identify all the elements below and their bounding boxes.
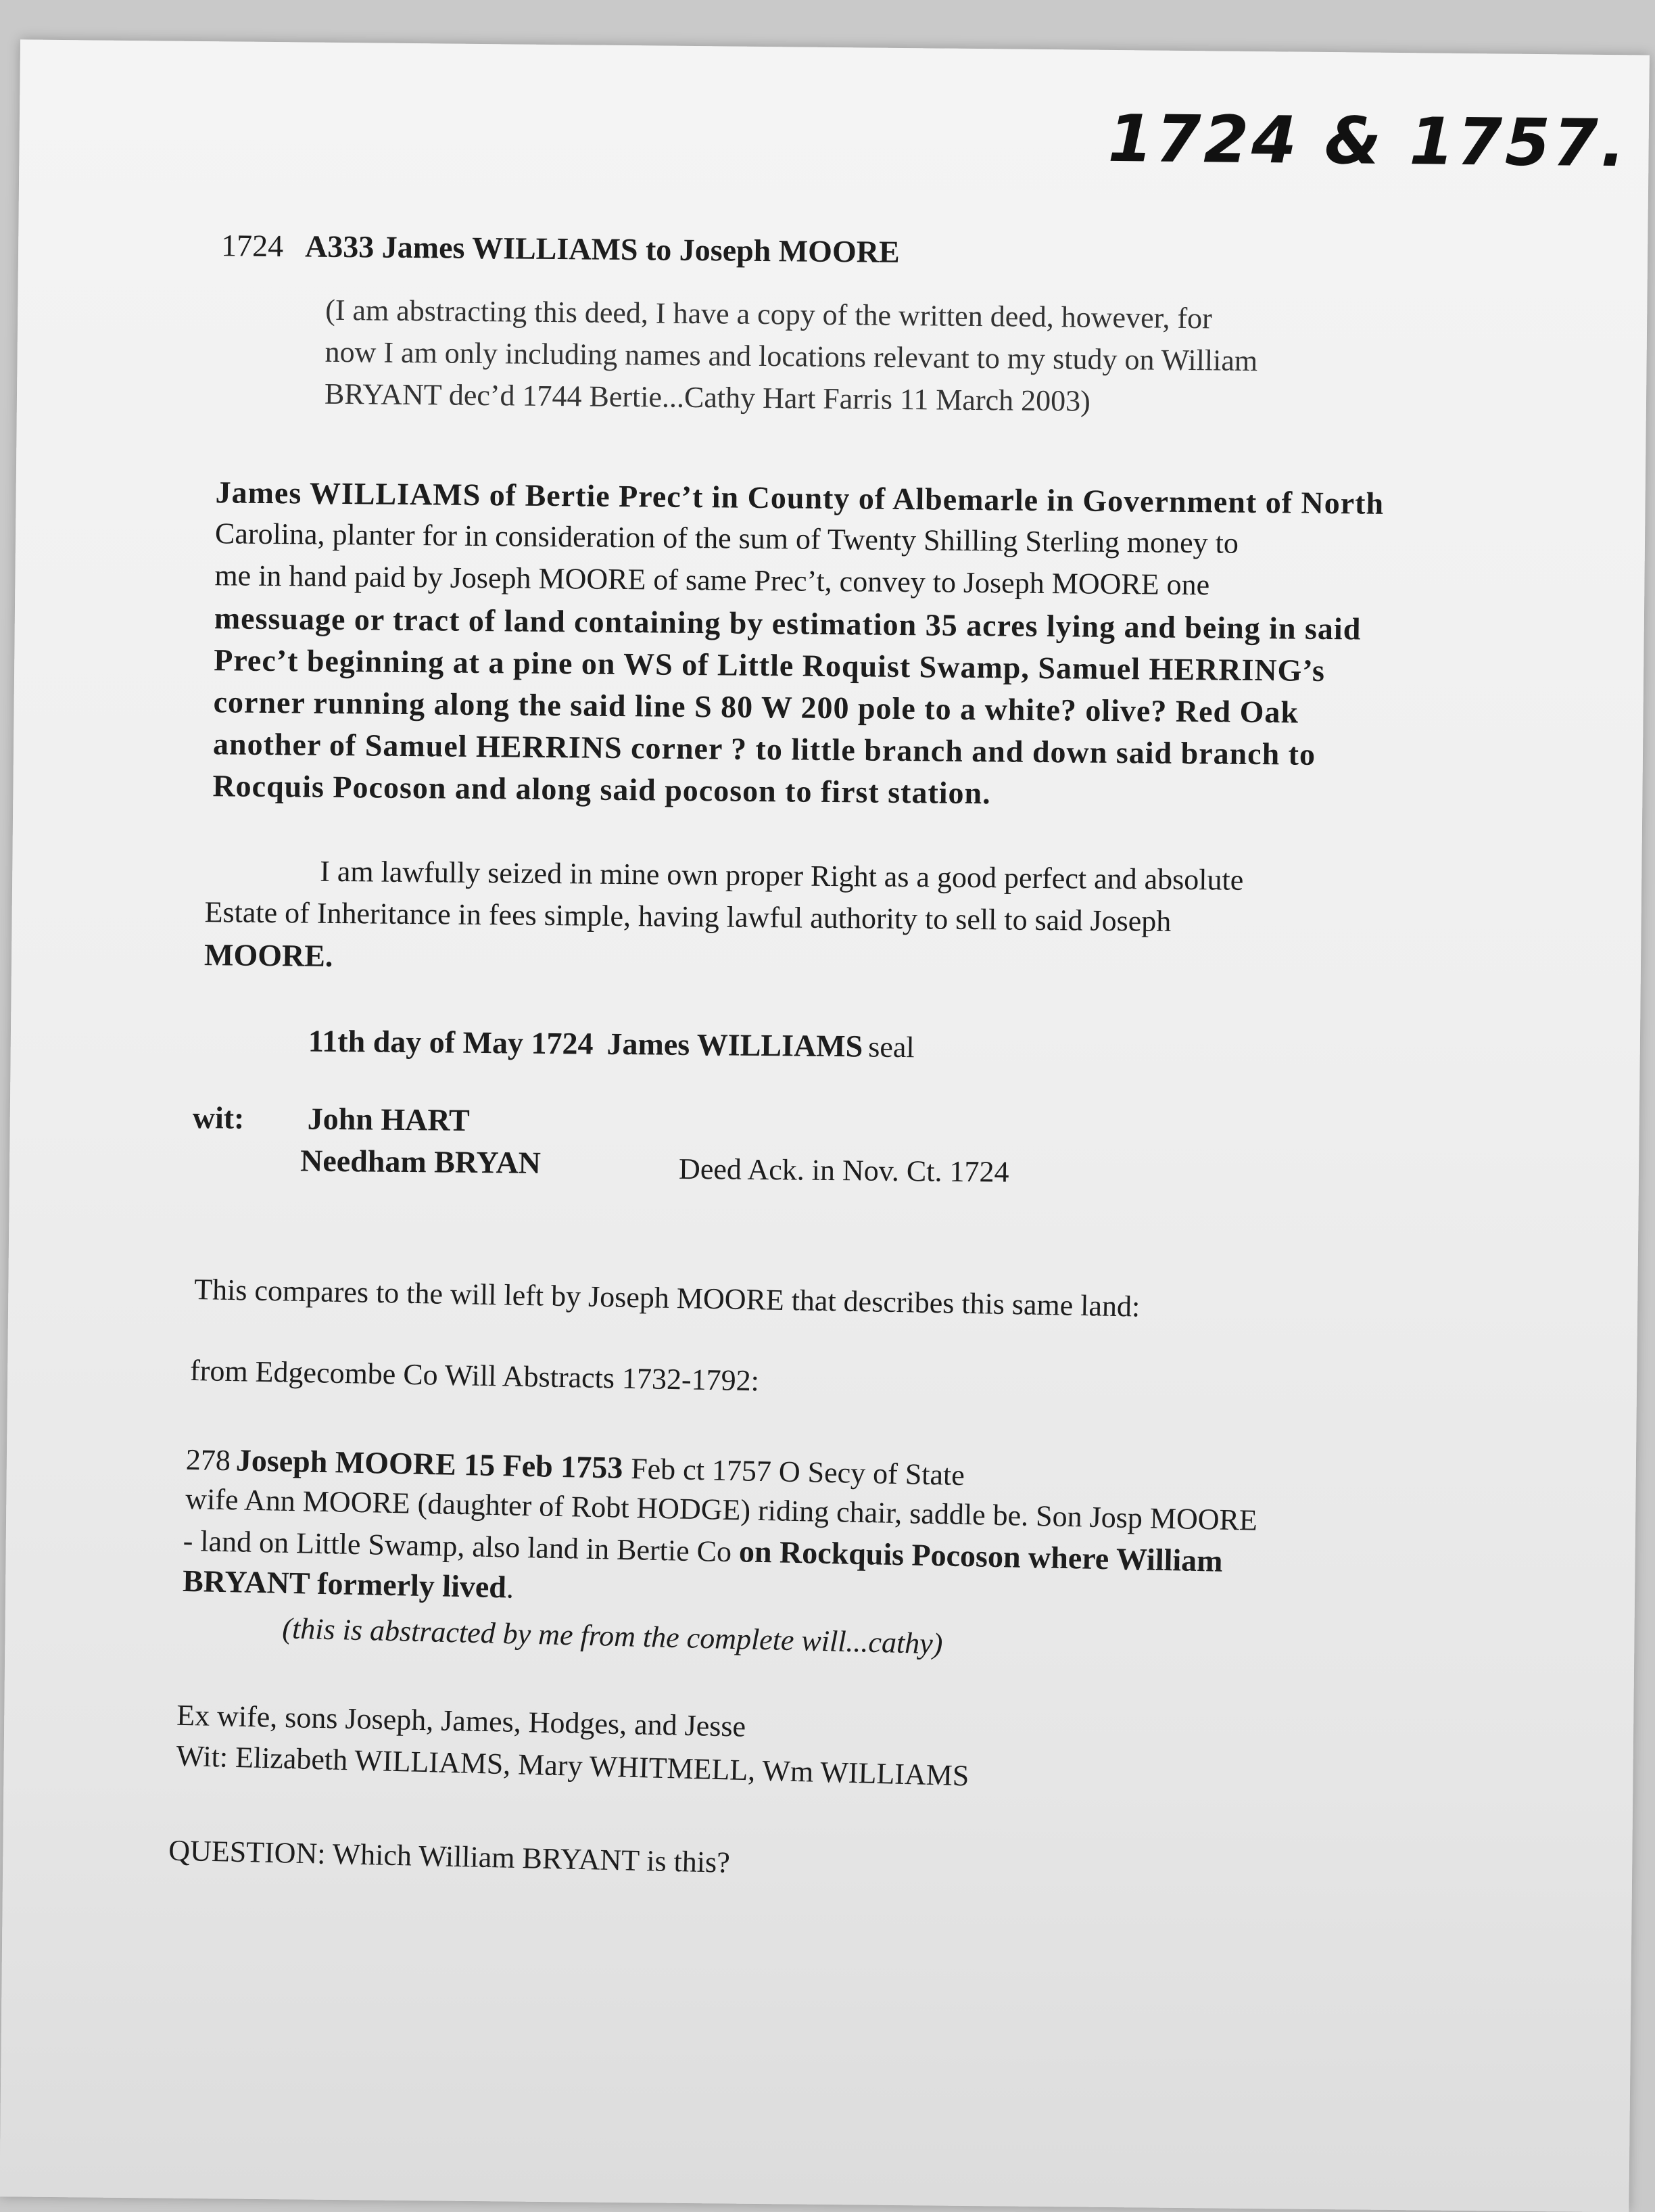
will-line-3-plain: - land on Little Swamp, also land in Bertie Co bbox=[183, 1524, 740, 1569]
question-line: QUESTION: Which William BRYANT is this? bbox=[168, 1833, 731, 1879]
seizin-line-2: Estate of Inheritance in fees simple, having lawful authority to sell to said Joseph bbox=[204, 895, 1172, 938]
heading-year: 1724 bbox=[220, 228, 284, 264]
deed-line-2: Carolina, planter for in consideration of the sum of Twenty Shilling Sterling money to bbox=[214, 517, 1239, 560]
witness-label: wit: bbox=[192, 1100, 245, 1135]
seal-label: seal bbox=[867, 1030, 915, 1064]
deed-line-1: James WILLIAMS of Bertie Prec’t in County of Albemarle in Government of North bbox=[215, 475, 1385, 521]
will-line-4-bold: BRYANT formerly lived bbox=[182, 1563, 507, 1605]
seizin-line-3: MOORE. bbox=[203, 937, 333, 973]
will-name-date: Joseph MOORE 15 Feb 1753 bbox=[235, 1442, 623, 1485]
will-line-4-end: . bbox=[506, 1571, 514, 1605]
deed-line-5: Prec’t beginning at a pine on WS of Little Roquist Swamp, Samuel HERRING’s bbox=[214, 642, 1326, 688]
signature-date: 11th day of May 1724 bbox=[308, 1023, 594, 1061]
note-line-2: now I am only including names and locations relevant to my study on William bbox=[325, 335, 1258, 378]
deed-line-8: Rocquis Pocoson and along said pocoson to first station. bbox=[212, 768, 991, 811]
heading-title: A333 James WILLIAMS to Joseph MOORE bbox=[304, 229, 900, 269]
will-note: (this is abstracted by me from the complete will...cathy) bbox=[281, 1611, 944, 1661]
will-line-3-bold: on Rockquis Pocoson where William bbox=[738, 1534, 1224, 1578]
compare-line: This compares to the will left by Joseph MOORE that describes this same land: bbox=[193, 1272, 1141, 1323]
signature-name: James WILLIAMS bbox=[606, 1026, 863, 1064]
deed-line-4: messuage or tract of land containing by estimation 35 acres lying and being in said bbox=[214, 601, 1362, 646]
executors-line: Ex wife, sons Joseph, James, Hodges, and Jesse bbox=[176, 1698, 746, 1743]
source-line: from Edgecombe Co Will Abstracts 1732-1792: bbox=[189, 1353, 760, 1398]
signature-line bbox=[308, 1023, 915, 1065]
will-line-2: wife Ann MOORE (daughter of Robt HODGE) riding chair, saddle be. Son Josp MOORE bbox=[185, 1482, 1258, 1537]
deed-line-6: corner running along the said line S 80 W 200 pole to a white? olive? Red Oak bbox=[213, 684, 1299, 730]
handwritten-note: 1724 & 1757. bbox=[1107, 100, 1629, 182]
seizin-line-1: I am lawfully seized in mine own proper Right as a good perfect and absolute bbox=[320, 854, 1244, 897]
will-witnesses-line: Wit: Elizabeth WILLIAMS, Mary WHITMELL, Wm WILLIAMS bbox=[176, 1739, 969, 1793]
witness-name-2: Needham BRYAN bbox=[299, 1143, 542, 1180]
document-page bbox=[0, 39, 1650, 2212]
note-line-1: (I am abstracting this deed, I have a copy of the written deed, however, for bbox=[325, 293, 1213, 335]
heading bbox=[221, 227, 900, 270]
will-line-4 bbox=[183, 1563, 514, 1605]
will-court: Feb ct 1757 O Secy of State bbox=[630, 1452, 965, 1492]
witness-name-1: John HART bbox=[307, 1101, 470, 1137]
will-number: 278 bbox=[185, 1442, 231, 1478]
deed-ack: Deed Ack. in Nov. Ct. 1724 bbox=[678, 1152, 1009, 1189]
note-line-3: BRYANT dec’d 1744 Bertie...Cathy Hart Farris 11 March 2003) bbox=[324, 377, 1091, 418]
deed-line-3: me in hand paid by Joseph MOORE of same Prec’t, convey to Joseph MOORE one bbox=[214, 559, 1210, 602]
deed-line-7: another of Samuel HERRINS corner ? to little branch and down said branch to bbox=[212, 726, 1316, 772]
